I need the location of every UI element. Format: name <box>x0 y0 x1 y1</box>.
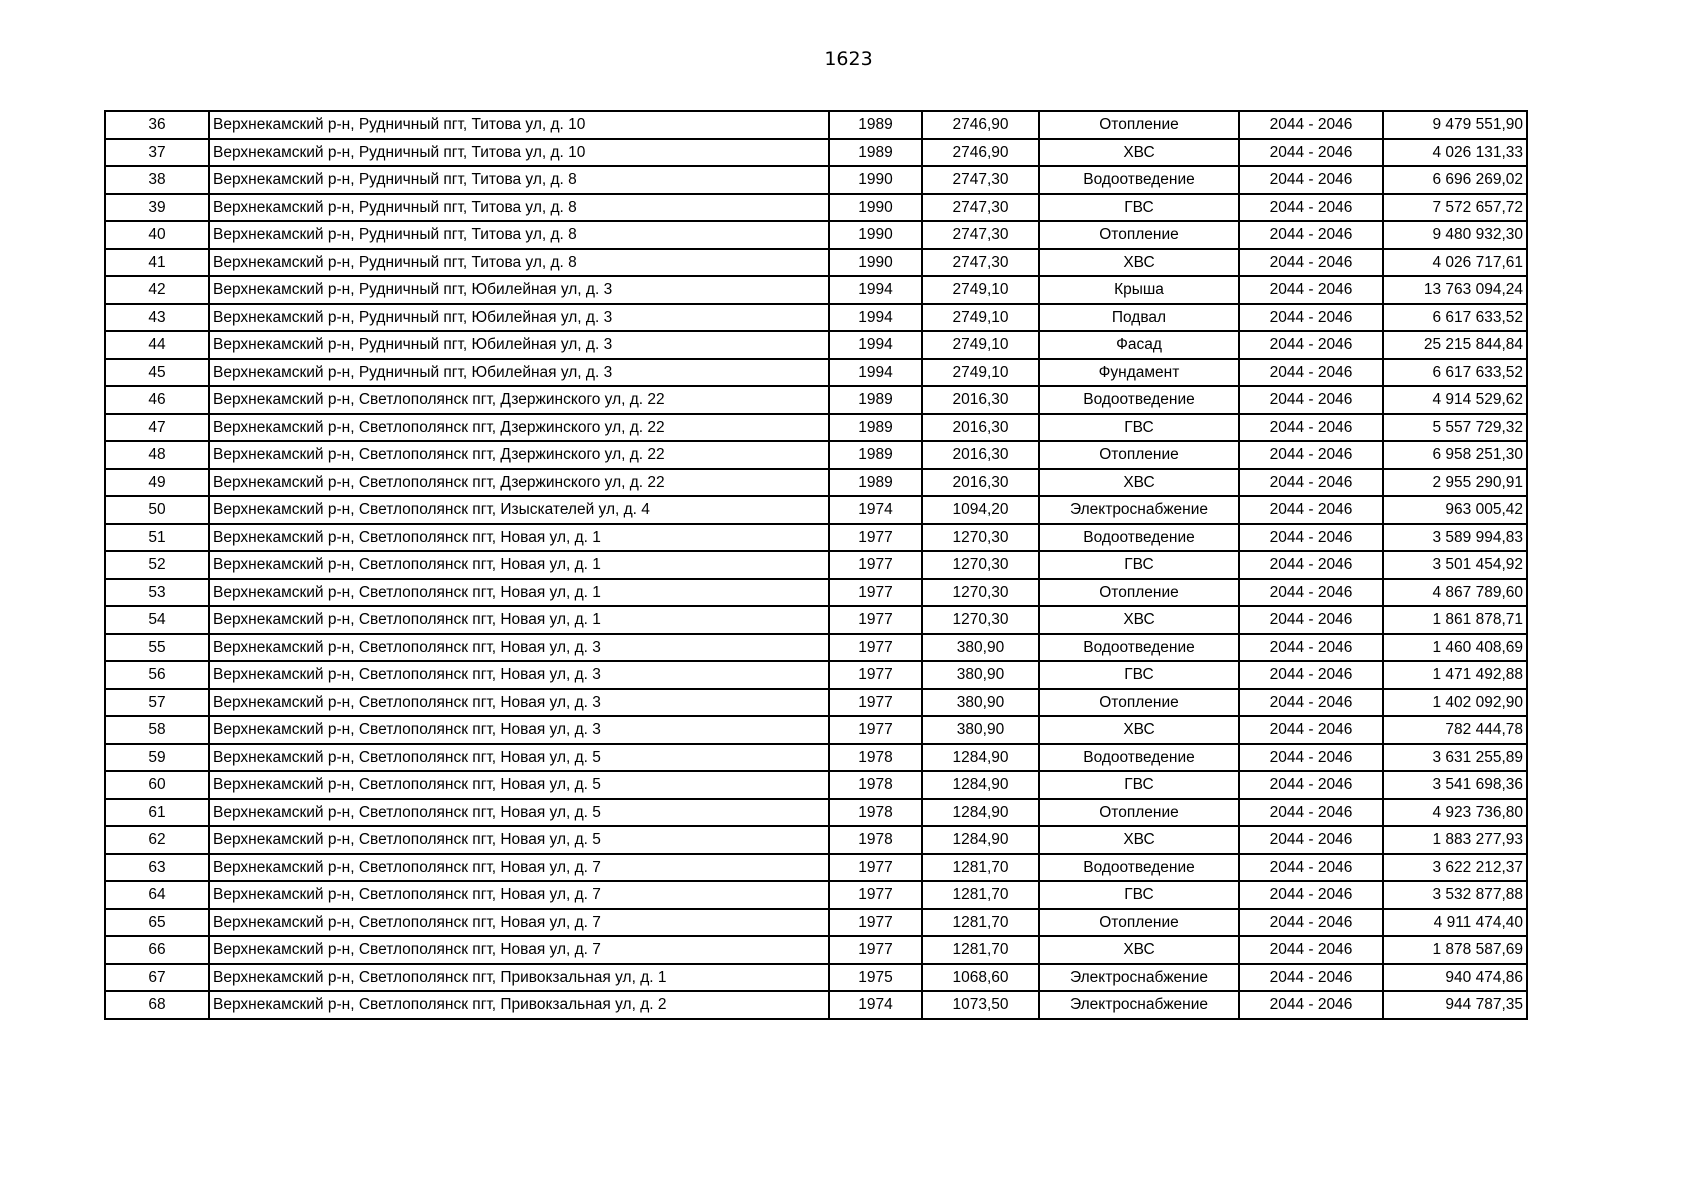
period-cell: 2044 - 2046 <box>1239 304 1383 332</box>
work-type-cell: Водоотведение <box>1039 386 1239 414</box>
area-cell: 1073,50 <box>922 991 1039 1019</box>
year-built-cell: 1989 <box>829 414 922 442</box>
work-type-cell: Водоотведение <box>1039 634 1239 662</box>
cost-cell: 9 480 932,30 <box>1383 221 1527 249</box>
period-cell: 2044 - 2046 <box>1239 826 1383 854</box>
year-built-cell: 1977 <box>829 606 922 634</box>
row-number-cell: 68 <box>105 991 209 1019</box>
table-row <box>105 496 1527 524</box>
cost-cell: 25 215 844,84 <box>1383 331 1527 359</box>
cost-cell: 3 501 454,92 <box>1383 551 1527 579</box>
year-built-cell: 1978 <box>829 771 922 799</box>
address-cell: Верхнекамский р-н, Светлополянск пгт, Новая ул, д. 1 <box>209 551 829 579</box>
work-type-cell: ХВС <box>1039 826 1239 854</box>
work-type-cell: ХВС <box>1039 469 1239 497</box>
work-type-cell: Отопление <box>1039 111 1239 139</box>
year-built-cell: 1974 <box>829 496 922 524</box>
address-cell: Верхнекамский р-н, Рудничный пгт, Юбилейная ул, д. 3 <box>209 276 829 304</box>
work-type-cell: ГВС <box>1039 881 1239 909</box>
area-cell: 1270,30 <box>922 551 1039 579</box>
area-cell: 380,90 <box>922 661 1039 689</box>
period-cell: 2044 - 2046 <box>1239 551 1383 579</box>
year-built-cell: 1977 <box>829 579 922 607</box>
cost-cell: 2 955 290,91 <box>1383 469 1527 497</box>
address-cell: Верхнекамский р-н, Рудничный пгт, Юбилейная ул, д. 3 <box>209 331 829 359</box>
table-row <box>105 276 1527 304</box>
area-cell: 1281,70 <box>922 854 1039 882</box>
address-cell: Верхнекамский р-н, Светлополянск пгт, Новая ул, д. 3 <box>209 716 829 744</box>
address-cell: Верхнекамский р-н, Светлополянск пгт, Новая ул, д. 7 <box>209 881 829 909</box>
period-cell: 2044 - 2046 <box>1239 634 1383 662</box>
address-cell: Верхнекамский р-н, Светлополянск пгт, Дзержинского ул, д. 22 <box>209 386 829 414</box>
cost-cell: 4 026 131,33 <box>1383 139 1527 167</box>
work-type-cell: ГВС <box>1039 414 1239 442</box>
cost-cell: 4 923 736,80 <box>1383 799 1527 827</box>
address-cell: Верхнекамский р-н, Светлополянск пгт, Новая ул, д. 3 <box>209 661 829 689</box>
year-built-cell: 1977 <box>829 551 922 579</box>
period-cell: 2044 - 2046 <box>1239 936 1383 964</box>
area-cell: 1281,70 <box>922 881 1039 909</box>
table-row <box>105 359 1527 387</box>
work-type-cell: Фасад <box>1039 331 1239 359</box>
year-built-cell: 1989 <box>829 386 922 414</box>
area-cell: 2747,30 <box>922 166 1039 194</box>
area-cell: 2747,30 <box>922 194 1039 222</box>
work-type-cell: ГВС <box>1039 771 1239 799</box>
period-cell: 2044 - 2046 <box>1239 661 1383 689</box>
period-cell: 2044 - 2046 <box>1239 524 1383 552</box>
table-row <box>105 304 1527 332</box>
address-cell: Верхнекамский р-н, Светлополянск пгт, Новая ул, д. 3 <box>209 689 829 717</box>
area-cell: 1284,90 <box>922 771 1039 799</box>
area-cell: 2749,10 <box>922 276 1039 304</box>
address-cell: Верхнекамский р-н, Рудничный пгт, Юбилейная ул, д. 3 <box>209 359 829 387</box>
row-number-cell: 64 <box>105 881 209 909</box>
row-number-cell: 52 <box>105 551 209 579</box>
address-cell: Верхнекамский р-н, Рудничный пгт, Титова ул, д. 8 <box>209 249 829 277</box>
year-built-cell: 1990 <box>829 249 922 277</box>
table-row <box>105 909 1527 937</box>
table-row <box>105 331 1527 359</box>
year-built-cell: 1990 <box>829 166 922 194</box>
address-cell: Верхнекамский р-н, Светлополянск пгт, Дзержинского ул, д. 22 <box>209 414 829 442</box>
cost-cell: 1 861 878,71 <box>1383 606 1527 634</box>
row-number-cell: 41 <box>105 249 209 277</box>
address-cell: Верхнекамский р-н, Светлополянск пгт, Дзержинского ул, д. 22 <box>209 441 829 469</box>
cost-cell: 6 617 633,52 <box>1383 304 1527 332</box>
year-built-cell: 1990 <box>829 194 922 222</box>
year-built-cell: 1977 <box>829 524 922 552</box>
year-built-cell: 1977 <box>829 661 922 689</box>
period-cell: 2044 - 2046 <box>1239 881 1383 909</box>
area-cell: 1270,30 <box>922 524 1039 552</box>
address-cell: Верхнекамский р-н, Светлополянск пгт, Новая ул, д. 1 <box>209 579 829 607</box>
address-cell: Верхнекамский р-н, Светлополянск пгт, Привокзальная ул, д. 1 <box>209 964 829 992</box>
cost-cell: 4 026 717,61 <box>1383 249 1527 277</box>
work-type-cell: ХВС <box>1039 249 1239 277</box>
period-cell: 2044 - 2046 <box>1239 441 1383 469</box>
table-row <box>105 936 1527 964</box>
row-number-cell: 54 <box>105 606 209 634</box>
work-type-cell: Отопление <box>1039 909 1239 937</box>
work-type-cell: ХВС <box>1039 139 1239 167</box>
year-built-cell: 1989 <box>829 111 922 139</box>
table-row <box>105 551 1527 579</box>
address-cell: Верхнекамский р-н, Рудничный пгт, Титова ул, д. 10 <box>209 111 829 139</box>
cost-cell: 1 402 092,90 <box>1383 689 1527 717</box>
year-built-cell: 1994 <box>829 359 922 387</box>
area-cell: 2747,30 <box>922 221 1039 249</box>
period-cell: 2044 - 2046 <box>1239 799 1383 827</box>
address-cell: Верхнекамский р-н, Рудничный пгт, Титова ул, д. 8 <box>209 166 829 194</box>
row-number-cell: 44 <box>105 331 209 359</box>
address-cell: Верхнекамский р-н, Рудничный пгт, Титова ул, д. 8 <box>209 194 829 222</box>
work-type-cell: Отопление <box>1039 579 1239 607</box>
work-type-cell: Водоотведение <box>1039 166 1239 194</box>
address-cell: Верхнекамский р-н, Светлополянск пгт, Новая ул, д. 7 <box>209 854 829 882</box>
area-cell: 1094,20 <box>922 496 1039 524</box>
row-number-cell: 63 <box>105 854 209 882</box>
period-cell: 2044 - 2046 <box>1239 221 1383 249</box>
row-number-cell: 37 <box>105 139 209 167</box>
area-cell: 1281,70 <box>922 909 1039 937</box>
row-number-cell: 39 <box>105 194 209 222</box>
period-cell: 2044 - 2046 <box>1239 276 1383 304</box>
table-row <box>105 661 1527 689</box>
row-number-cell: 65 <box>105 909 209 937</box>
cost-cell: 3 622 212,37 <box>1383 854 1527 882</box>
table-row <box>105 579 1527 607</box>
address-cell: Верхнекамский р-н, Светлополянск пгт, Изыскателей ул, д. 4 <box>209 496 829 524</box>
row-number-cell: 58 <box>105 716 209 744</box>
row-number-cell: 45 <box>105 359 209 387</box>
area-cell: 2016,30 <box>922 469 1039 497</box>
table-row <box>105 469 1527 497</box>
table-row <box>105 221 1527 249</box>
table-row <box>105 386 1527 414</box>
address-cell: Верхнекамский р-н, Светлополянск пгт, Привокзальная ул, д. 2 <box>209 991 829 1019</box>
row-number-cell: 57 <box>105 689 209 717</box>
cost-cell: 13 763 094,24 <box>1383 276 1527 304</box>
address-cell: Верхнекамский р-н, Светлополянск пгт, Дзержинского ул, д. 22 <box>209 469 829 497</box>
period-cell: 2044 - 2046 <box>1239 744 1383 772</box>
year-built-cell: 1977 <box>829 716 922 744</box>
cost-cell: 963 005,42 <box>1383 496 1527 524</box>
row-number-cell: 67 <box>105 964 209 992</box>
row-number-cell: 55 <box>105 634 209 662</box>
cost-cell: 1 460 408,69 <box>1383 634 1527 662</box>
work-type-cell: Фундамент <box>1039 359 1239 387</box>
table-row <box>105 139 1527 167</box>
period-cell: 2044 - 2046 <box>1239 909 1383 937</box>
area-cell: 1284,90 <box>922 799 1039 827</box>
cost-cell: 6 958 251,30 <box>1383 441 1527 469</box>
year-built-cell: 1977 <box>829 881 922 909</box>
work-type-cell: ГВС <box>1039 551 1239 579</box>
cost-cell: 6 696 269,02 <box>1383 166 1527 194</box>
cost-cell: 3 532 877,88 <box>1383 881 1527 909</box>
table-row <box>105 111 1527 139</box>
area-cell: 2749,10 <box>922 331 1039 359</box>
table-row <box>105 524 1527 552</box>
table-row <box>105 881 1527 909</box>
work-type-cell: Отопление <box>1039 689 1239 717</box>
period-cell: 2044 - 2046 <box>1239 496 1383 524</box>
row-number-cell: 40 <box>105 221 209 249</box>
year-built-cell: 1978 <box>829 744 922 772</box>
row-number-cell: 48 <box>105 441 209 469</box>
period-cell: 2044 - 2046 <box>1239 194 1383 222</box>
address-cell: Верхнекамский р-н, Светлополянск пгт, Новая ул, д. 5 <box>209 744 829 772</box>
area-cell: 2746,90 <box>922 111 1039 139</box>
cost-cell: 3 631 255,89 <box>1383 744 1527 772</box>
table-body <box>105 111 1527 1019</box>
year-built-cell: 1977 <box>829 854 922 882</box>
cost-cell: 6 617 633,52 <box>1383 359 1527 387</box>
work-type-cell: Отопление <box>1039 799 1239 827</box>
work-type-cell: Водоотведение <box>1039 854 1239 882</box>
cost-cell: 4 911 474,40 <box>1383 909 1527 937</box>
area-cell: 2749,10 <box>922 359 1039 387</box>
area-cell: 2016,30 <box>922 386 1039 414</box>
period-cell: 2044 - 2046 <box>1239 771 1383 799</box>
cost-cell: 1 878 587,69 <box>1383 936 1527 964</box>
period-cell: 2044 - 2046 <box>1239 964 1383 992</box>
table-row <box>105 194 1527 222</box>
period-cell: 2044 - 2046 <box>1239 606 1383 634</box>
table-row <box>105 606 1527 634</box>
year-built-cell: 1978 <box>829 799 922 827</box>
year-built-cell: 1977 <box>829 689 922 717</box>
area-cell: 1284,90 <box>922 826 1039 854</box>
period-cell: 2044 - 2046 <box>1239 469 1383 497</box>
page-number: 1623 <box>824 48 873 70</box>
row-number-cell: 51 <box>105 524 209 552</box>
table-row <box>105 771 1527 799</box>
work-type-cell: Крыша <box>1039 276 1239 304</box>
period-cell: 2044 - 2046 <box>1239 689 1383 717</box>
year-built-cell: 1975 <box>829 964 922 992</box>
row-number-cell: 53 <box>105 579 209 607</box>
cost-cell: 1 883 277,93 <box>1383 826 1527 854</box>
table-row <box>105 991 1527 1019</box>
table-row <box>105 744 1527 772</box>
work-type-cell: ХВС <box>1039 716 1239 744</box>
cost-cell: 7 572 657,72 <box>1383 194 1527 222</box>
address-cell: Верхнекамский р-н, Светлополянск пгт, Новая ул, д. 1 <box>209 606 829 634</box>
year-built-cell: 1994 <box>829 276 922 304</box>
row-number-cell: 50 <box>105 496 209 524</box>
row-number-cell: 62 <box>105 826 209 854</box>
area-cell: 2747,30 <box>922 249 1039 277</box>
address-cell: Верхнекамский р-н, Светлополянск пгт, Новая ул, д. 7 <box>209 909 829 937</box>
cost-cell: 940 474,86 <box>1383 964 1527 992</box>
work-type-cell: ХВС <box>1039 606 1239 634</box>
work-type-cell: Электроснабжение <box>1039 991 1239 1019</box>
year-built-cell: 1977 <box>829 909 922 937</box>
cost-cell: 3 589 994,83 <box>1383 524 1527 552</box>
area-cell: 380,90 <box>922 716 1039 744</box>
table-row <box>105 441 1527 469</box>
row-number-cell: 56 <box>105 661 209 689</box>
row-number-cell: 36 <box>105 111 209 139</box>
work-type-cell: Электроснабжение <box>1039 964 1239 992</box>
year-built-cell: 1994 <box>829 304 922 332</box>
row-number-cell: 59 <box>105 744 209 772</box>
work-type-cell: Отопление <box>1039 221 1239 249</box>
year-built-cell: 1978 <box>829 826 922 854</box>
row-number-cell: 49 <box>105 469 209 497</box>
address-cell: Верхнекамский р-н, Рудничный пгт, Титова ул, д. 10 <box>209 139 829 167</box>
area-cell: 2746,90 <box>922 139 1039 167</box>
row-number-cell: 38 <box>105 166 209 194</box>
address-cell: Верхнекамский р-н, Рудничный пгт, Титова ул, д. 8 <box>209 221 829 249</box>
period-cell: 2044 - 2046 <box>1239 386 1383 414</box>
cost-cell: 782 444,78 <box>1383 716 1527 744</box>
cost-cell: 9 479 551,90 <box>1383 111 1527 139</box>
address-cell: Верхнекамский р-н, Рудничный пгт, Юбилейная ул, д. 3 <box>209 304 829 332</box>
year-built-cell: 1990 <box>829 221 922 249</box>
work-schedule-table <box>104 110 1528 1020</box>
table-row <box>105 634 1527 662</box>
address-cell: Верхнекамский р-н, Светлополянск пгт, Новая ул, д. 1 <box>209 524 829 552</box>
cost-cell: 3 541 698,36 <box>1383 771 1527 799</box>
area-cell: 380,90 <box>922 634 1039 662</box>
period-cell: 2044 - 2046 <box>1239 854 1383 882</box>
area-cell: 1270,30 <box>922 606 1039 634</box>
table-row <box>105 414 1527 442</box>
table-row <box>105 826 1527 854</box>
row-number-cell: 47 <box>105 414 209 442</box>
cost-cell: 1 471 492,88 <box>1383 661 1527 689</box>
work-type-cell: Отопление <box>1039 441 1239 469</box>
period-cell: 2044 - 2046 <box>1239 991 1383 1019</box>
period-cell: 2044 - 2046 <box>1239 166 1383 194</box>
table-row <box>105 854 1527 882</box>
area-cell: 1270,30 <box>922 579 1039 607</box>
area-cell: 1284,90 <box>922 744 1039 772</box>
cost-cell: 5 557 729,32 <box>1383 414 1527 442</box>
period-cell: 2044 - 2046 <box>1239 139 1383 167</box>
period-cell: 2044 - 2046 <box>1239 111 1383 139</box>
period-cell: 2044 - 2046 <box>1239 331 1383 359</box>
work-type-cell: Подвал <box>1039 304 1239 332</box>
row-number-cell: 46 <box>105 386 209 414</box>
address-cell: Верхнекамский р-н, Светлополянск пгт, Новая ул, д. 5 <box>209 826 829 854</box>
table-row <box>105 964 1527 992</box>
row-number-cell: 66 <box>105 936 209 964</box>
work-type-cell: Водоотведение <box>1039 524 1239 552</box>
period-cell: 2044 - 2046 <box>1239 249 1383 277</box>
address-cell: Верхнекамский р-н, Светлополянск пгт, Новая ул, д. 7 <box>209 936 829 964</box>
work-type-cell: Электроснабжение <box>1039 496 1239 524</box>
row-number-cell: 42 <box>105 276 209 304</box>
cost-cell: 4 867 789,60 <box>1383 579 1527 607</box>
row-number-cell: 60 <box>105 771 209 799</box>
area-cell: 1281,70 <box>922 936 1039 964</box>
year-built-cell: 1977 <box>829 936 922 964</box>
area-cell: 2016,30 <box>922 441 1039 469</box>
year-built-cell: 1977 <box>829 634 922 662</box>
address-cell: Верхнекамский р-н, Светлополянск пгт, Новая ул, д. 3 <box>209 634 829 662</box>
period-cell: 2044 - 2046 <box>1239 716 1383 744</box>
area-cell: 380,90 <box>922 689 1039 717</box>
period-cell: 2044 - 2046 <box>1239 359 1383 387</box>
year-built-cell: 1989 <box>829 139 922 167</box>
address-cell: Верхнекамский р-н, Светлополянск пгт, Новая ул, д. 5 <box>209 799 829 827</box>
address-cell: Верхнекамский р-н, Светлополянск пгт, Новая ул, д. 5 <box>209 771 829 799</box>
area-cell: 1068,60 <box>922 964 1039 992</box>
table-row <box>105 249 1527 277</box>
year-built-cell: 1974 <box>829 991 922 1019</box>
year-built-cell: 1989 <box>829 441 922 469</box>
table-row <box>105 166 1527 194</box>
cost-cell: 4 914 529,62 <box>1383 386 1527 414</box>
table-row <box>105 799 1527 827</box>
work-type-cell: Водоотведение <box>1039 744 1239 772</box>
year-built-cell: 1989 <box>829 469 922 497</box>
cost-cell: 944 787,35 <box>1383 991 1527 1019</box>
row-number-cell: 43 <box>105 304 209 332</box>
period-cell: 2044 - 2046 <box>1239 579 1383 607</box>
year-built-cell: 1994 <box>829 331 922 359</box>
table-row <box>105 689 1527 717</box>
table-row <box>105 716 1527 744</box>
area-cell: 2749,10 <box>922 304 1039 332</box>
work-type-cell: ХВС <box>1039 936 1239 964</box>
work-type-cell: ГВС <box>1039 661 1239 689</box>
work-type-cell: ГВС <box>1039 194 1239 222</box>
period-cell: 2044 - 2046 <box>1239 414 1383 442</box>
row-number-cell: 61 <box>105 799 209 827</box>
area-cell: 2016,30 <box>922 414 1039 442</box>
